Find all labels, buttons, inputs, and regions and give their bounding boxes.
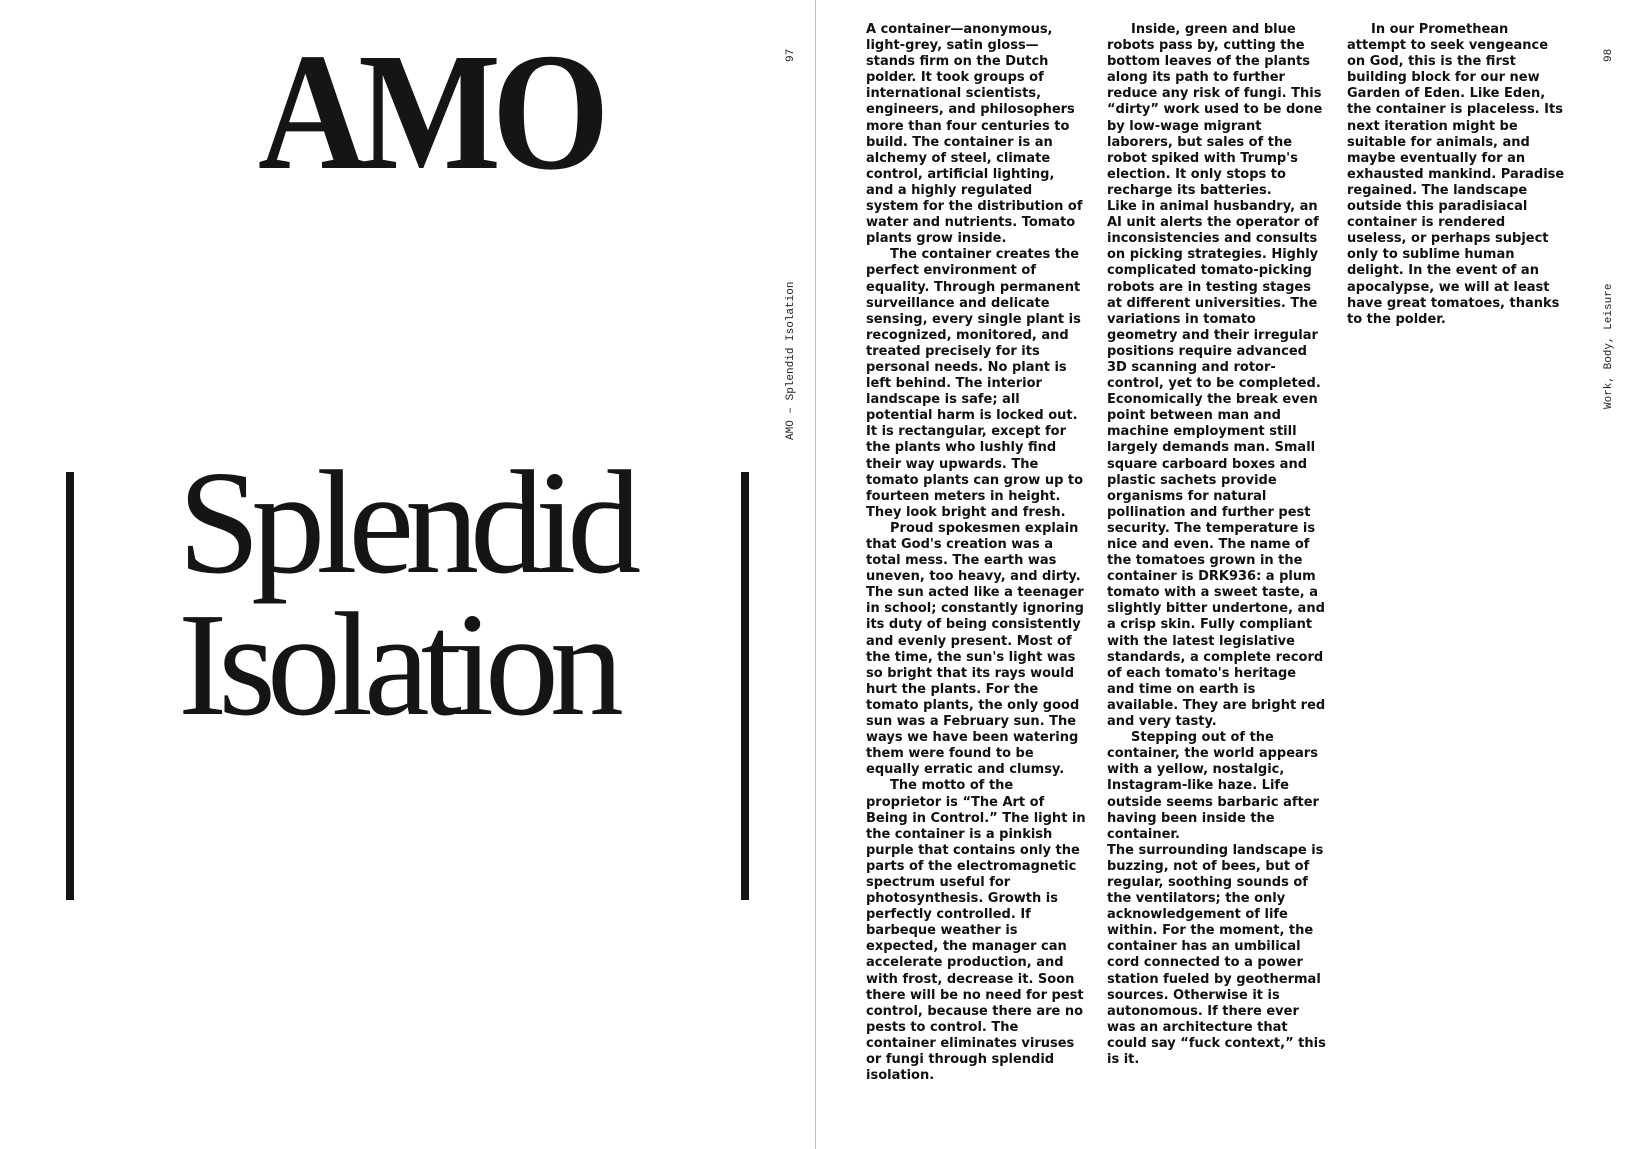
paragraph: The surrounding landscape is buzzing, not of bees, but of regular, soothing sounds of the ventilators; the only acknowledgement of life within. For the moment, the container has an umbilical cord connected to a power station fueled by geothermal sources. Otherwise it is autonomous. If there ever was an architecture that could say “fuck context,” this is it. xyxy=(1107,842,1326,1067)
text-column-1 xyxy=(866,22,1086,1084)
paragraph: Like in animal husbandry, an AI unit alerts the operator of inconsistencies and consults on picking strategies. Highly complicated tomato-picking robots are in testing stages at different universities. The variations in tomato geometry and their irregular positions require advanced 3D scanning and rotor-control, yet to be completed. Economically the break even point between man and machine employment still largely demands man. Small square carboard boxes and plastic sachets provide organisms for natural pollination and further pest security. The temperature is nice and even. The name of the tomatoes grown in the container is DRK936: a plum tomato with a sweet taste, a slightly bitter undertone, and a crisp skin. Fully compliant with the latest legislative standards, a complete record of each tomato's heritage and time on earth is available. They are bright red and very tasty. xyxy=(1107,199,1326,730)
left-title-bar xyxy=(66,472,74,900)
page-number-left: 97 xyxy=(785,48,797,62)
headline-line-2: Isolation xyxy=(178,583,615,747)
article-headline xyxy=(178,441,633,747)
paragraph: Proud spokesmen explain that God's creation was a total mess. The earth was uneven, too heavy, and dirty. The sun acted like a teenager in school; constantly ignoring its duty of being consistently and evenly present. Most of the time, the sun's light was so bright that its rays would hurt the plants. For the tomato plants, the only good sun was a February sun. The ways we have been watering them were found to be equally erratic and clumsy. xyxy=(866,520,1084,778)
paragraph: The motto of the proprietor is “The Art of Being in Control.” The light in the container is a pinkish purple that contains only the parts of the electromagnetic spectrum useful for photosynthesis. Growth is perfectly controlled. If barbeque weather is expected, the manager can accelerate production, and with frost, decrease it. Soon there will be no need for pest control, because there are no pests to control. The container eliminates viruses or fungi through splendid isolation. xyxy=(866,778,1086,1084)
page-number-right: 98 xyxy=(1603,48,1615,62)
running-head-left: AMO – Splendid Isolation xyxy=(785,281,797,440)
paragraph: A container—anonymous, light-grey, satin gloss—stands firm on the Dutch polder. It took groups of international scientists, engineers, and philosophers more than four centuries to build. The container is an alchemy of steel, climate control, artificial lighting, and a highly regulated system for the distribution of water and nutrients. Tomato plants grow inside. xyxy=(866,22,1083,247)
text-column-3 xyxy=(1347,22,1569,328)
paragraph: In our Promethean attempt to seek vengeance on God, this is the first building block for our new Garden of Eden. Like Eden, the container is placeless. Its next iteration might be suitable for animals, and maybe eventually for an exhausted mankind. Paradise regained. The landscape outside this paradisiacal container is rendered useless, or perhaps subject only to sublime human delight. In the event of an apocalypse, we will at least have great tomatoes, thanks to the polder. xyxy=(1347,22,1565,327)
paragraph: The container creates the perfect environment of equality. Through permanent surveillance and delicate sensing, every single plant is recognized, monitored, and treated precisely for its personal needs. No plant is left behind. The interior landscape is safe; all potential harm is locked out. It is rectangular, except for the plants who lushly find their way upwards. The tomato plants can grow up to fourteen meters in height. They look bright and fresh. xyxy=(866,247,1084,520)
paragraph: Stepping out of the container, the world appears with a yellow, nostalgic, Instagram-like haze. Life outside seems barbaric after having been inside the container. xyxy=(1107,730,1319,842)
page-gutter-divider xyxy=(815,0,816,1149)
right-title-bar xyxy=(741,472,749,900)
paragraph: Inside, green and blue robots pass by, cutting the bottom leaves of the plants along its path to further reduce any risk of fungi. This “dirty” work used to be done by low-wage migrant laborers, but sales of the robot spiked with Trump's election. It only stops to recharge its batteries. xyxy=(1107,22,1323,198)
running-head-right: Work, Body, Leisure xyxy=(1603,283,1615,409)
headline-line-1: Splendid xyxy=(178,441,633,605)
amo-brand-title: AMO xyxy=(258,19,601,205)
text-column-2 xyxy=(1107,22,1327,1068)
